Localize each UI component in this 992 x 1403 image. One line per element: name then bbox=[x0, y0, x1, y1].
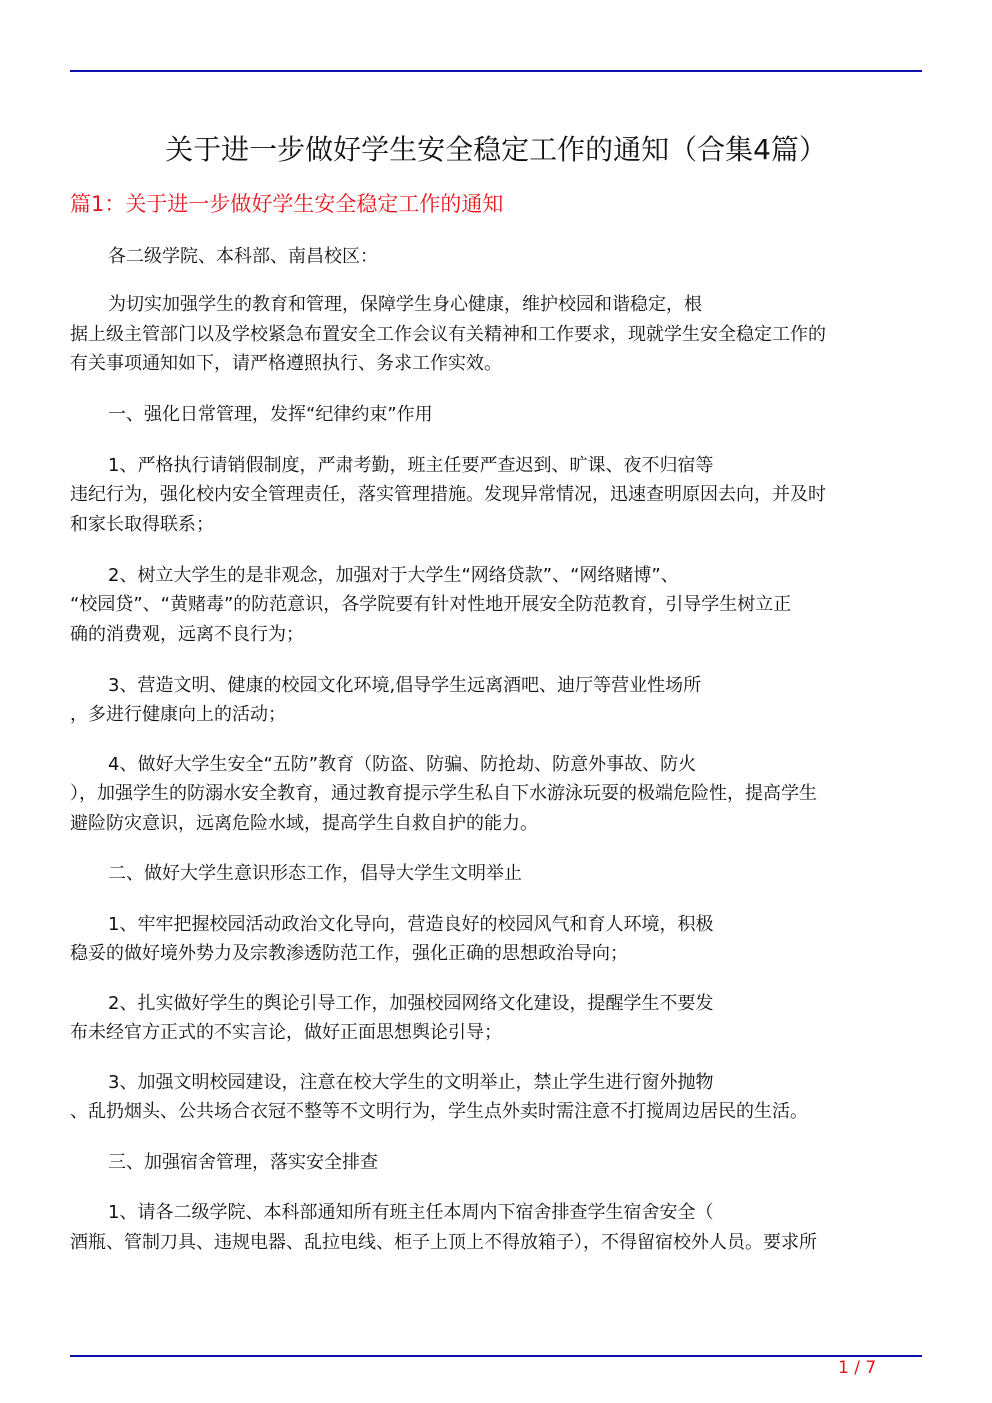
body-line: 1、牢牢把握校园活动政治文化导向，营造良好的校园风气和育人环境，积极 bbox=[108, 914, 714, 935]
body-line: 据上级主管部门以及学校紧急布置安全工作会议有关精神和工作要求，现就学生安全稳定工作的 bbox=[70, 324, 826, 345]
section-heading: 篇1：关于进一步做好学生安全稳定工作的通知 bbox=[70, 192, 504, 216]
body-line: 违纪行为，强化校内安全管理责任，落实管理措施。发现异常情况，迅速查明原因去向，并及时 bbox=[70, 484, 826, 505]
body-line: 布未经官方正式的不实言论，做好正面思想舆论引导； bbox=[70, 1022, 502, 1043]
body-line: 二、做好大学生意识形态工作，倡导大学生文明举止 bbox=[108, 863, 522, 884]
body-line: 1、请各二级学院、本科部通知所有班主任本周内下宿舍排查学生宿舍安全（ bbox=[108, 1202, 714, 1223]
body-line: 和家长取得联系； bbox=[70, 514, 214, 535]
body-line: 稳妥的做好境外势力及宗教渗透防范工作，强化正确的思想政治导向； bbox=[70, 943, 628, 964]
body-line: 2、扎实做好学生的舆论引导工作，加强校园网络文化建设，提醒学生不要发 bbox=[108, 993, 714, 1014]
document-title: 关于进一步做好学生安全稳定工作的通知（合集4篇） bbox=[165, 133, 827, 166]
body-line: 酒瓶、管制刀具、违规电器、乱拉电线、柜子上顶上不得放箱子），不得留宿校外人员。要求所 bbox=[70, 1232, 817, 1253]
body-line: 3、加强文明校园建设，注意在校大学生的文明举止，禁止学生进行窗外抛物 bbox=[108, 1072, 714, 1093]
footer-rule bbox=[70, 1355, 922, 1357]
body-line: ），加强学生的防溺水安全教育，通过教育提示学生私自下水游泳玩耍的极端危险性，提高学生 bbox=[70, 783, 817, 804]
body-line: 各二级学院、本科部、南昌校区： bbox=[108, 246, 378, 267]
body-line: ，多进行健康向上的活动； bbox=[70, 704, 286, 725]
body-line: 确的消费观，远离不良行为； bbox=[70, 624, 304, 645]
header-rule bbox=[70, 70, 922, 72]
body-line: 1、严格执行请销假制度，严肃考勤，班主任要严查迟到、旷课、夜不归宿等 bbox=[108, 455, 714, 476]
body-line: 4、做好大学生安全“五防”教育（防盗、防骗、防抢劫、防意外事故、防火 bbox=[108, 754, 697, 775]
body-line: 避险防灾意识，远离危险水域，提高学生自救自护的能力。 bbox=[70, 813, 538, 834]
body-line: 为切实加强学生的教育和管理，保障学生身心健康，维护校园和谐稳定，根 bbox=[108, 294, 702, 315]
body-line: 一、强化日常管理，发挥“纪律约束”作用 bbox=[108, 404, 433, 425]
body-line: 有关事项通知如下，请严格遵照执行、务求工作实效。 bbox=[70, 353, 502, 374]
body-line: “校园贷”、“黄赌毒”的防范意识，各学院要有针对性地开展安全防范教育，引导学生树立正 bbox=[70, 594, 792, 615]
body-line: 三、加强宿舍管理，落实安全排查 bbox=[108, 1152, 378, 1173]
body-line: 、乱扔烟头、公共场合衣冠不整等不文明行为，学生点外卖时需注意不打搅周边居民的生活。 bbox=[70, 1101, 808, 1122]
body-line: 3、营造文明、健康的校园文化环境,倡导学生远离酒吧、迪厅等营业性场所 bbox=[108, 675, 702, 696]
body-line: 2、树立大学生的是非观念，加强对于大学生“网络贷款”、“网络赌博”、 bbox=[108, 565, 679, 586]
page-number: 1 / 7 bbox=[838, 1358, 877, 1378]
